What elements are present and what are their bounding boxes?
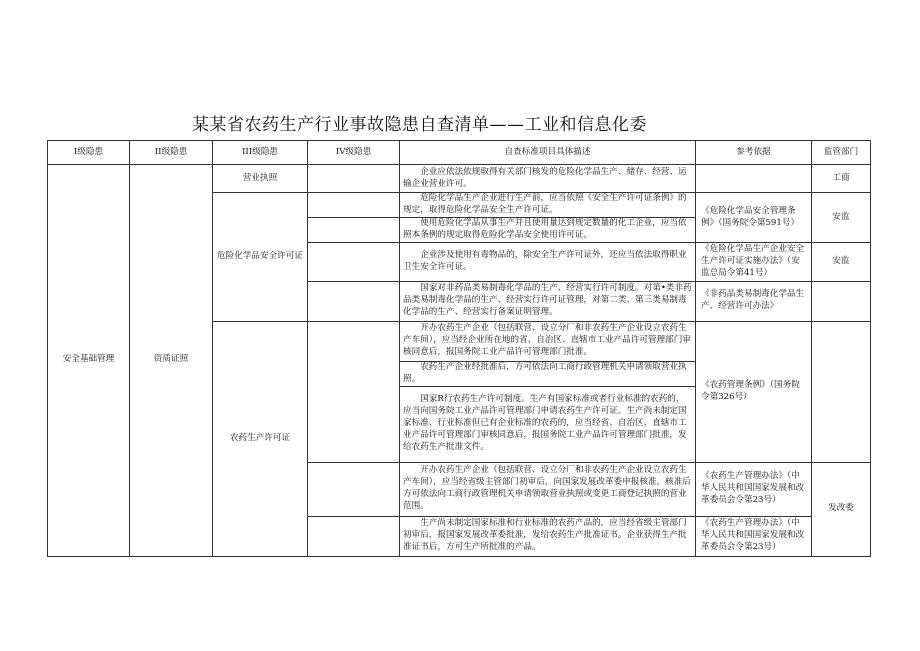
- level4-cell: [308, 516, 400, 556]
- level2-cell: 资质证照: [130, 165, 213, 557]
- level3-cell-business-license: 营业执照: [213, 165, 308, 193]
- desc-cell: 开办农药生产企业（包括联营、设立分厂和非农药生产企业设立农药生产车间），应当经省级主管部门初审后，向国家发展改革委申报核准，核准后方可依法向工商行政管理机关申请领取营业执照或变更工商登记执照的营业范围。: [400, 462, 696, 516]
- header-level4: IV级隐患: [308, 141, 400, 165]
- level1-cell: 安全基础管理: [48, 165, 130, 557]
- level4-cell: [308, 281, 400, 321]
- header-department: 监管部门: [812, 141, 871, 165]
- level4-cell: [308, 462, 400, 516]
- level4-cell: [308, 218, 400, 243]
- page-title: 某某省农药生产行业事故隐患自查清单——工业和信息化委: [192, 115, 647, 135]
- basis-cell: 《农药管理条例》（国务院令第326号）: [696, 321, 812, 462]
- header-row: [48, 141, 871, 165]
- dept-cell: [812, 321, 871, 462]
- level3-cell-pesticide-license: 农药生产许可证: [213, 321, 308, 556]
- header-level1: I级隐患: [48, 141, 130, 165]
- table-row: [48, 165, 871, 193]
- header-level3: III级隐患: [213, 141, 308, 165]
- desc-cell: 企业涉及使用有毒物品的，除安全生产许可证外，还应当依法取得职业卫生安全许可证。: [400, 243, 696, 282]
- header-description: 自查标准项目具体描述: [400, 141, 696, 165]
- header-level2: II级隐患: [130, 141, 213, 165]
- level4-cell: [308, 243, 400, 282]
- desc-cell: 危险化学品生产企业进行生产前，应当依照《安全生产许可证条例》的规定，取得危险化学品安全生产许可证。: [400, 193, 696, 218]
- dept-cell: 安监: [812, 193, 871, 243]
- desc-cell: 农药生产企业经批准后，方可依法向工商行政管理机关申请领取营业执照。: [400, 361, 696, 386]
- basis-cell: [696, 165, 812, 193]
- desc-cell: 国家R行农药生产许可制度。生产有国家标准或者行业标准的农药的，应当向国务院工业产品许可管理部门申请农药生产许可证。生产尚未制定国家标准、行业标准但已有企业标准的农药的，应当经省、自治区、直辖市工业产品许可管理部门审核同意后，报国务院工业产品许可管理部门批准，发给农药生产批准文件。: [400, 386, 696, 462]
- level4-cell: [308, 165, 400, 193]
- dept-cell: 发改委: [812, 462, 871, 556]
- basis-cell: 《危险化学品安全管理条例》（国务院令第591号）: [696, 193, 812, 243]
- desc-cell: 生产尚未制定国家标准和行业标准的农药产品的，应当经省级主管部门初审后，报国家发展改革委批准，发给农药生产批准证书。企业获得生产批准证书后，方可生产所批准的产品。: [400, 516, 696, 556]
- hazard-checklist-table: [47, 140, 871, 557]
- basis-cell: 《非药品类易制毒化学品生产、经营许可办法》: [696, 281, 812, 321]
- dept-cell: [812, 281, 871, 321]
- level4-cell: [308, 321, 400, 462]
- desc-cell: 企业应依法依规取得有关部门核发的危险化学品生产、储存、经营、运输企业营业许可。: [400, 165, 696, 193]
- level4-cell: [308, 193, 400, 218]
- desc-cell: 国家对非药品类易制毒化学品的生产、经营实行许可制度。对第•类非药品类易制毒化学品的生产、经营实行许可证管理，对第二类、第三类易制毒化学品的生产、经营实行备案证明管理。: [400, 281, 696, 321]
- header-basis: 参考依据: [696, 141, 812, 165]
- desc-cell: 开办农药生产企业（包括联营、设立分厂和非农药生产企业设立农药生产车间），应当经企业所在地的省、自治区、直辖市工业产品许可管理部门审核同意后，报国务院工业产品许可管理部门批准。: [400, 321, 696, 361]
- dept-cell: 安监: [812, 243, 871, 282]
- dept-cell: 工商: [812, 165, 871, 193]
- basis-cell: 《危险化学品生产企业安全生产许可证实施办法》（安监总局令第41号）: [696, 243, 812, 282]
- basis-cell: 《农药生产管理办法》（中华人民共和国国家发展和改革委员会令第23号）: [696, 462, 812, 516]
- level3-cell-hazchem-license: 危险化学品安全许可证: [213, 193, 308, 322]
- basis-cell: 《农药生产管理办法》（中华人民共和国国家发展和改革委员会令第23号）: [696, 516, 812, 556]
- desc-cell: 使用危险化学品从事生产并且使用量达到规定数量的化工企业，应当依照本条例的规定取得危险化学品安全使用许可证。: [400, 218, 696, 243]
